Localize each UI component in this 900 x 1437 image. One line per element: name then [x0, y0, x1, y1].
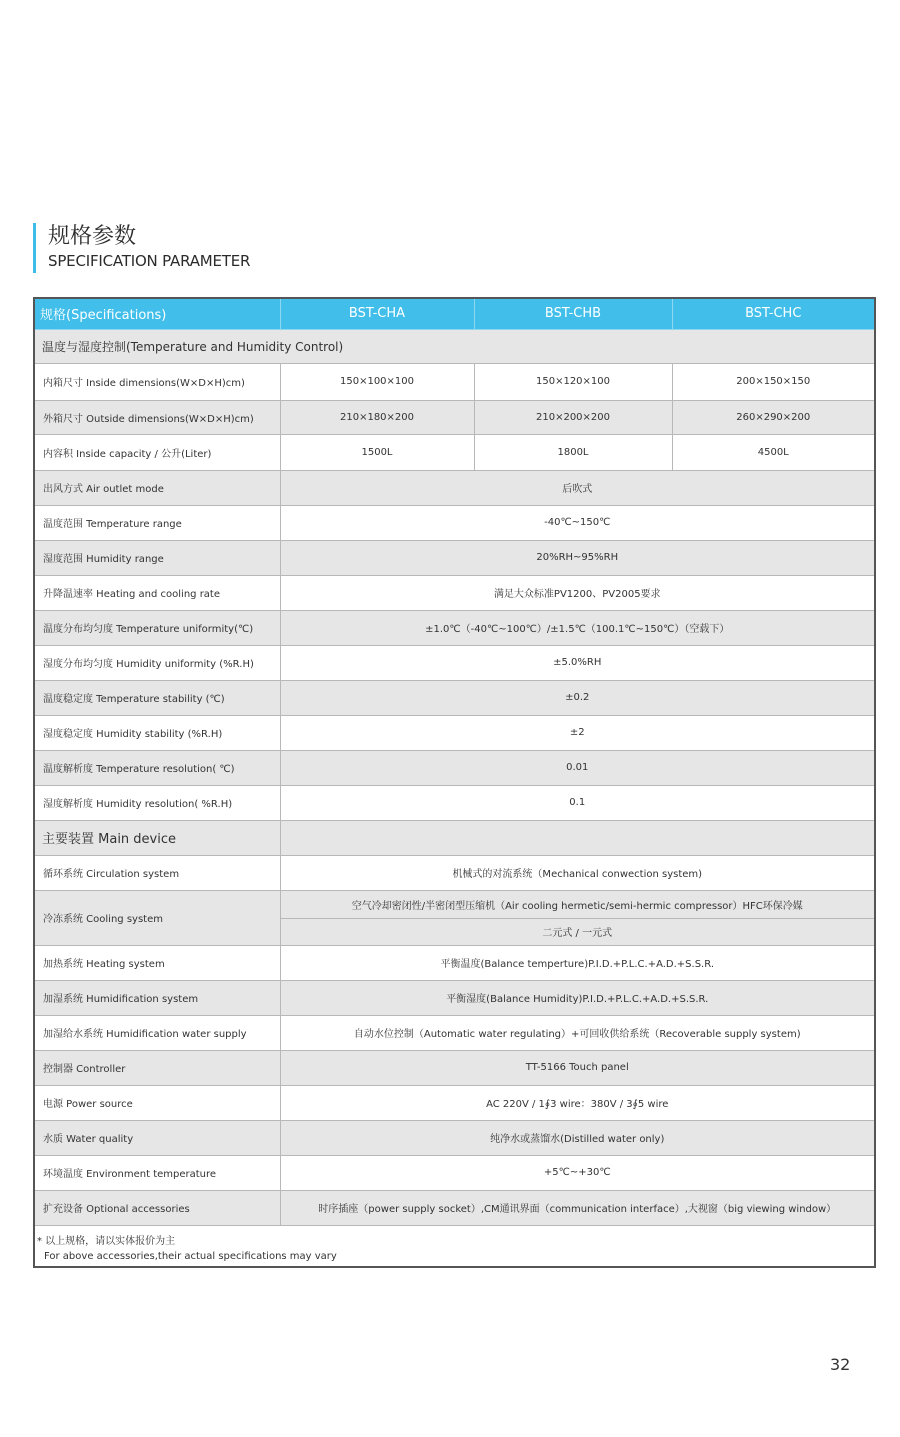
- cell-value: 0.1: [280, 785, 874, 820]
- cell-value: 平衡湿度(Balance Humidity)P.I.D.+P.L.C.+A.D.+S.S.R.: [280, 980, 874, 1015]
- header-model-chb: BST-CHB: [474, 299, 672, 329]
- section-heading: [33, 223, 250, 273]
- row-label: 内箱尺寸 Inside dimensions(W×D×H)cm): [35, 363, 280, 400]
- cell-value: 机械式的对流系统（Mechanical conwection system): [280, 855, 874, 890]
- cell-value: 4500L: [672, 434, 874, 470]
- table-row: [35, 890, 874, 918]
- section-row-temp-humidity: [35, 329, 874, 363]
- header-model-cha: BST-CHA: [280, 299, 474, 329]
- row-label: 冷冻系统 Cooling system: [35, 890, 280, 945]
- table-row: [35, 540, 874, 575]
- table-row: [35, 785, 874, 820]
- table-row: [35, 505, 874, 540]
- table-row: [35, 1190, 874, 1225]
- section-title-temp-humidity: 温度与湿度控制(Temperature and Humidity Control): [35, 329, 874, 363]
- cell-value: 自动水位控制（Automatic water regulating）+可回收供给系统（Recoverable supply system): [280, 1015, 874, 1050]
- row-label: 升降温速率 Heating and cooling rate: [35, 575, 280, 610]
- cell-value: ±0.2: [280, 680, 874, 715]
- cell-value: 210×180×200: [280, 400, 474, 434]
- row-label: 循环系统 Circulation system: [35, 855, 280, 890]
- cell-value: 210×200×200: [474, 400, 672, 434]
- row-label: 环境温度 Environment temperature: [35, 1155, 280, 1190]
- footnote-line-en: For above accessories,their actual specifications may vary: [44, 1250, 337, 1262]
- cell-value: 260×290×200: [672, 400, 874, 434]
- row-label: 加热系统 Heating system: [35, 945, 280, 980]
- table-row: [35, 1120, 874, 1155]
- table-row: [35, 750, 874, 785]
- table-row: [35, 363, 874, 400]
- row-label: 水质 Water quality: [35, 1120, 280, 1155]
- table-row: [35, 434, 874, 470]
- cell-value: 150×120×100: [474, 363, 672, 400]
- row-label: 湿度解析度 Humidity resolution( %R.H): [35, 785, 280, 820]
- table-row: [35, 645, 874, 680]
- row-label: 温度稳定度 Temperature stability (℃): [35, 680, 280, 715]
- footnote: [35, 1226, 874, 1266]
- section-title-main-device: 主要装置 Main device: [35, 820, 280, 855]
- table-row: [35, 1085, 874, 1120]
- header-label: 规格(Specifications): [35, 299, 280, 329]
- table-row: [35, 470, 874, 505]
- table-row: [35, 610, 874, 645]
- row-label: 湿度稳定度 Humidity stability (%R.H): [35, 715, 280, 750]
- cell-value: 平衡温度(Balance temperture)P.I.D.+P.L.C.+A.D.+S.S.R.: [280, 945, 874, 980]
- cell-value: 200×150×150: [672, 363, 874, 400]
- cell-value: 纯净水或蒸馏水(Distilled water only): [280, 1120, 874, 1155]
- table-row: [35, 855, 874, 890]
- cell-value: 0.01: [280, 750, 874, 785]
- table-row: [35, 1050, 874, 1085]
- row-label: 内容积 Inside capacity / 公升(Liter): [35, 434, 280, 470]
- cell-value: 后吹式: [280, 470, 874, 505]
- table-row: [35, 1155, 874, 1190]
- cell-value: ±1.0℃（-40℃~100℃）/±1.5℃（100.1℃~150℃）（空载下）: [280, 610, 874, 645]
- heading-title-en: SPECIFICATION PARAMETER: [48, 252, 251, 270]
- row-label: 外箱尺寸 Outside dimensions(W×D×H)cm): [35, 400, 280, 434]
- cell-value: +5℃~+30℃: [280, 1155, 874, 1190]
- specification-table: [33, 297, 876, 1268]
- cell-value: ±5.0%RH: [280, 645, 874, 680]
- row-label: 加湿给水系统 Humidification water supply: [35, 1015, 280, 1050]
- row-label: 加湿系统 Humidification system: [35, 980, 280, 1015]
- cell-value: 1800L: [474, 434, 672, 470]
- row-label: 湿度分布均匀度 Humidity uniformity (%R.H): [35, 645, 280, 680]
- section-empty-cell: [280, 820, 874, 855]
- table-row: [35, 715, 874, 750]
- cell-value: 二元式 / 一元式: [280, 918, 874, 945]
- table-row: [35, 575, 874, 610]
- table-row: [35, 980, 874, 1015]
- row-label: 出风方式 Air outlet mode: [35, 470, 280, 505]
- row-label: 温度分布均匀度 Temperature uniformity(℃): [35, 610, 280, 645]
- table-row: [35, 680, 874, 715]
- header-model-chc: BST-CHC: [672, 299, 874, 329]
- table-row: [35, 1015, 874, 1050]
- row-label: 控制器 Controller: [35, 1050, 280, 1085]
- row-label: 电源 Power source: [35, 1085, 280, 1120]
- table-row: [35, 945, 874, 980]
- row-label: 扩充设备 Optional accessories: [35, 1190, 280, 1225]
- cell-value: 20%RH~95%RH: [280, 540, 874, 575]
- cell-value: 1500L: [280, 434, 474, 470]
- table-row: [35, 400, 874, 434]
- footnote-line-cn: * 以上规格，请以实体报价为主: [37, 1235, 176, 1247]
- cell-value: TT-5166 Touch panel: [280, 1050, 874, 1085]
- row-label: 湿度范围 Humidity range: [35, 540, 280, 575]
- cell-value: 空气冷却密闭性/半密闭型压缩机（Air cooling hermetic/semi-hermic compressor）HFC环保冷媒: [280, 890, 874, 918]
- page-number: 32: [830, 1355, 851, 1374]
- row-label: 温度解析度 Temperature resolution( ℃): [35, 750, 280, 785]
- row-label: 温度范围 Temperature range: [35, 505, 280, 540]
- section-row-main-device: [35, 820, 874, 855]
- cell-value: ±2: [280, 715, 874, 750]
- table-header-row: [35, 299, 874, 329]
- cell-value: -40℃~150℃: [280, 505, 874, 540]
- cell-value: 时序插座（power supply socket）,CM通讯界面（communication interface）,大视窗（big viewing window）: [280, 1190, 874, 1225]
- cell-value: 满足大众标准PV1200、PV2005要求: [280, 575, 874, 610]
- cell-value: AC 220V / 1∮3 wire：380V / 3∮5 wire: [280, 1085, 874, 1120]
- heading-title-cn: 规格参数: [48, 224, 137, 249]
- cell-value: 150×100×100: [280, 363, 474, 400]
